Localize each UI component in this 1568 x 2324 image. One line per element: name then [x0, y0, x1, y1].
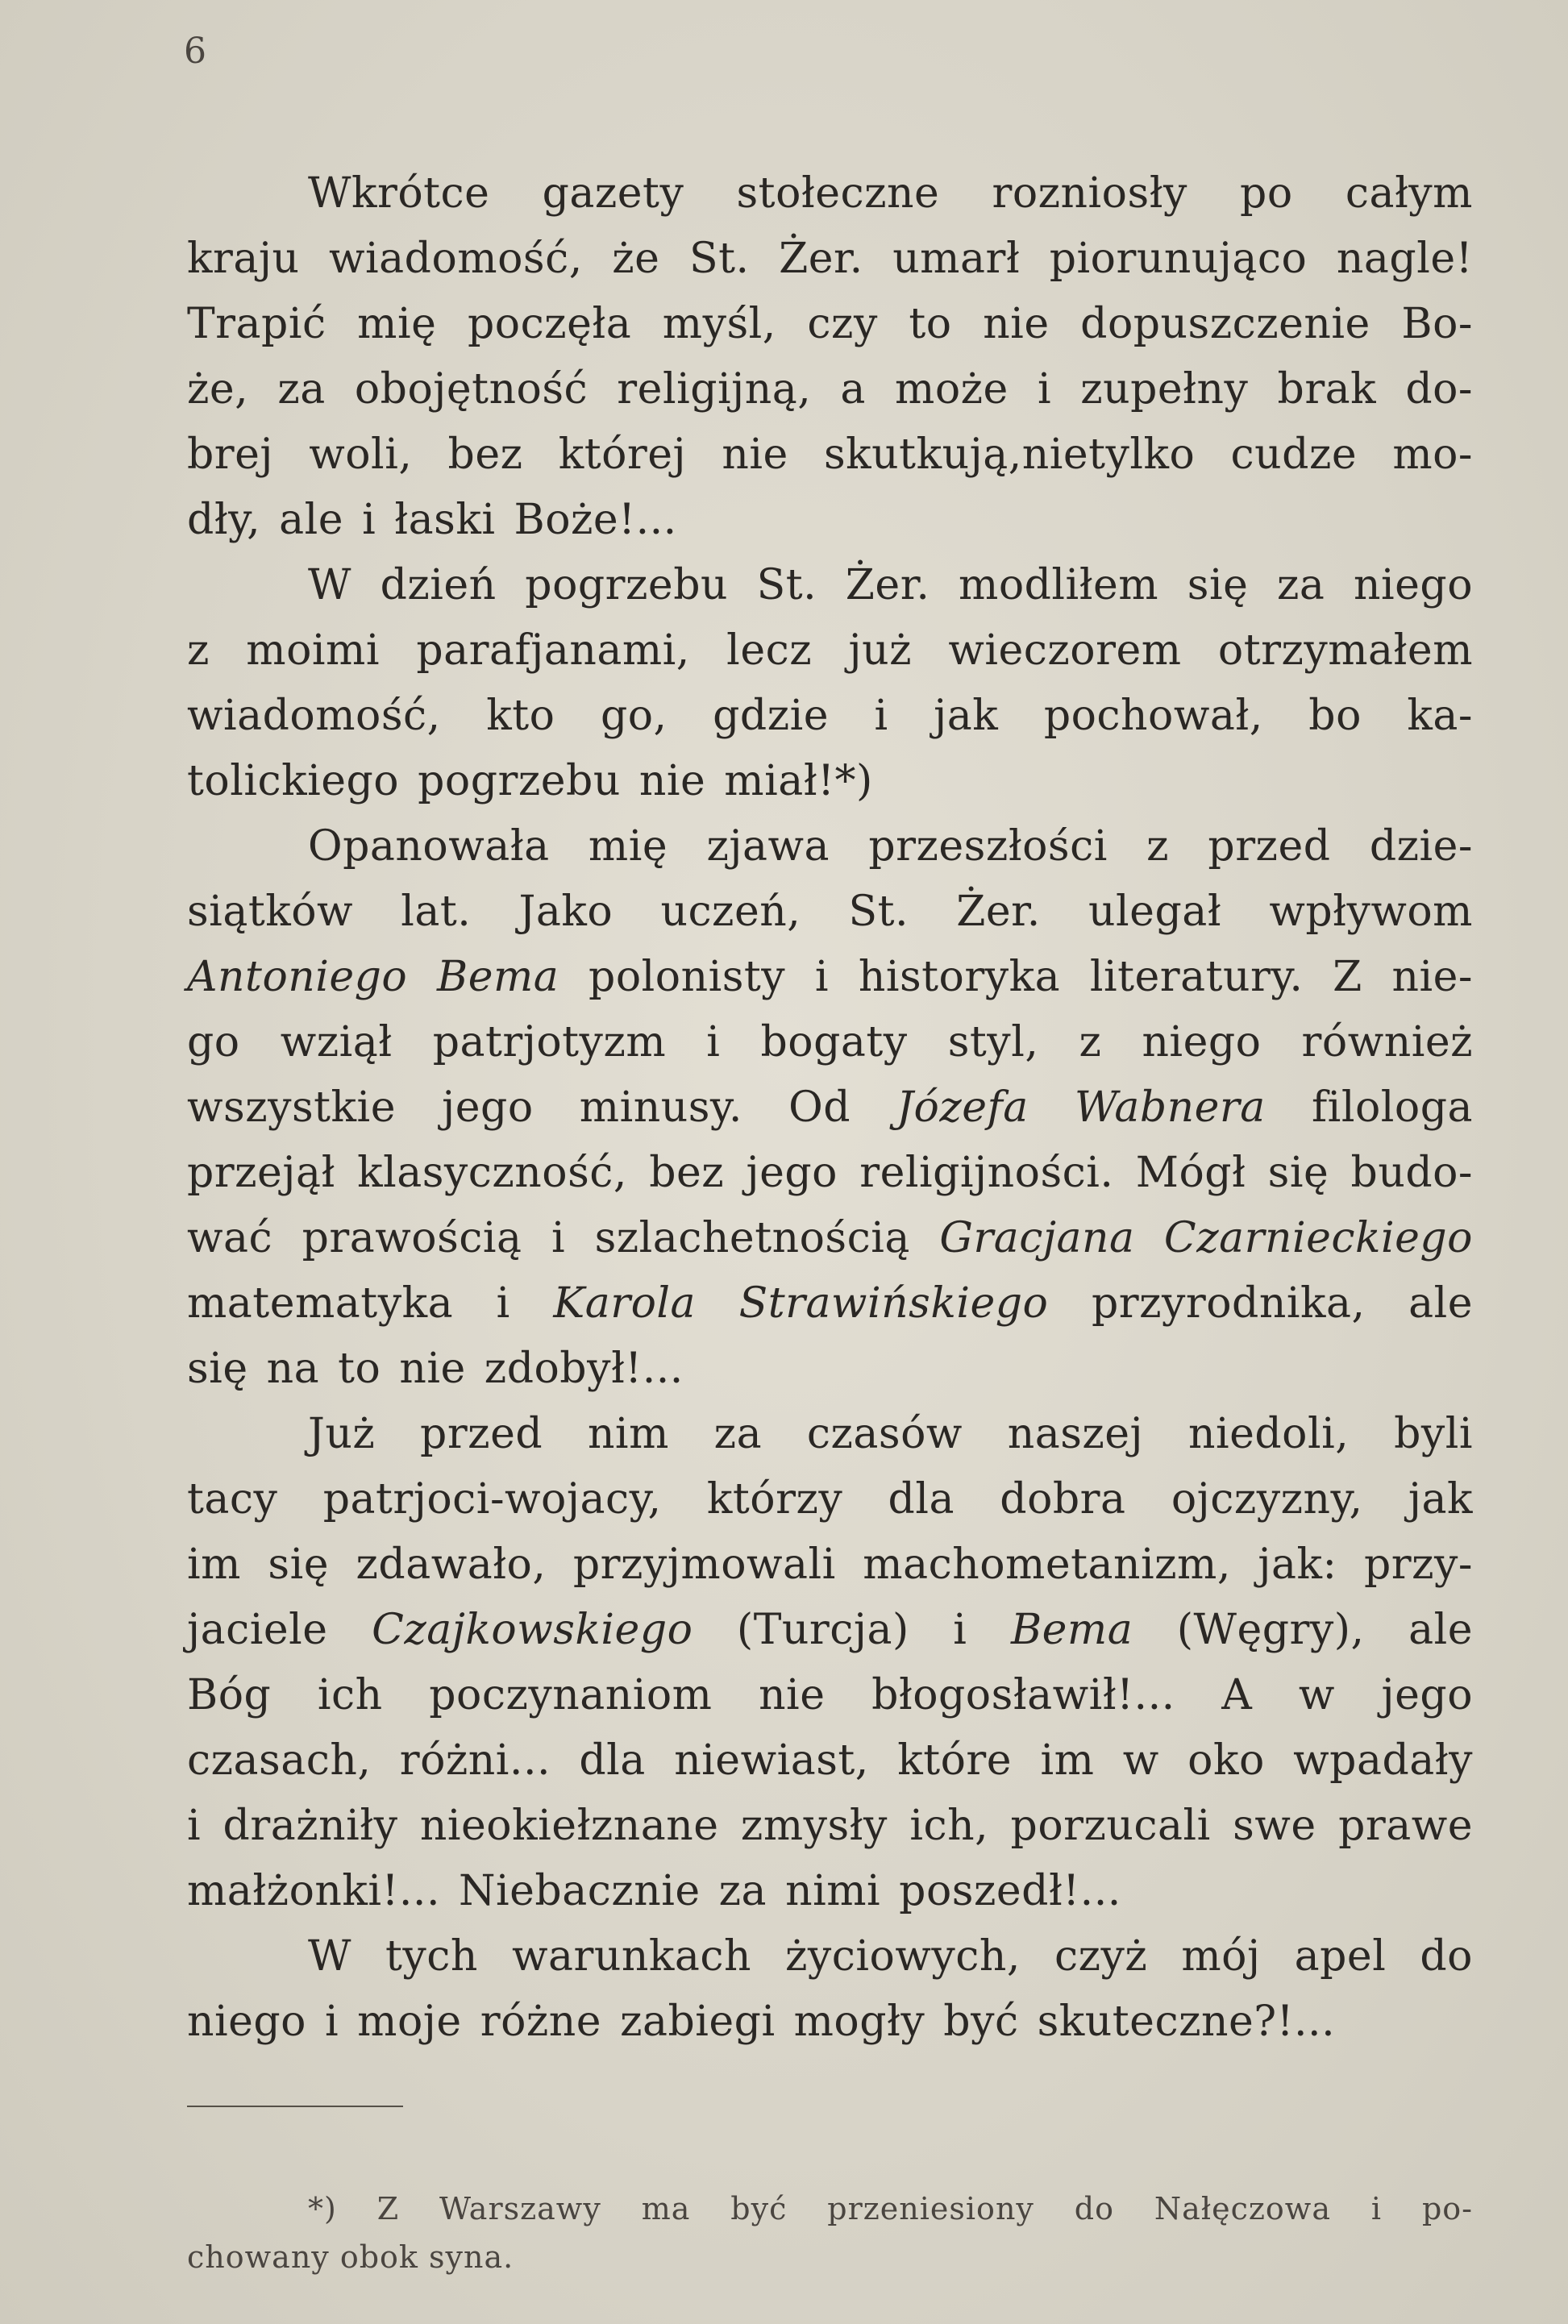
text-line: że, za obojętność religijną, a może i zupełny brak do- [187, 365, 1473, 414]
text-line: i drażniły nieokiełznane zmysły ich, porzucali swe prawe [187, 1802, 1473, 1850]
text-line: go wziął patrjotyzm i bogaty styl, z niego również [187, 1018, 1473, 1066]
text-line: Już przed nim za czasów naszej niedoli, byli [308, 1410, 1473, 1458]
text-line: małżonki!... Niebacznie za nimi poszedł!... [187, 1867, 1121, 1915]
text-line: Bóg ich poczynaniom nie błogosławił!... A w jego [187, 1671, 1473, 1719]
text-line: W tych warunkach życiowych, czyż mój apel do [308, 1932, 1473, 1981]
italic-name: Józefa Wabnera [896, 1083, 1266, 1132]
text-line: dły, ale i łaski Boże!... [187, 496, 677, 544]
footnote-divider [187, 2106, 403, 2107]
text-line: W dzień pogrzebu St. Żer. modliłem się za niego [308, 561, 1473, 609]
italic-name: Antoniego Bema [187, 953, 559, 1001]
text-fragment: (Węgry), ale [1133, 1606, 1474, 1654]
text-line: Trapić mię poczęła myśl, czy to nie dopuszczenie Bo- [187, 300, 1473, 348]
text-line [187, 945, 1473, 1010]
text-fragment: polonisty i historyka literatury. Z nie- [559, 953, 1473, 1001]
text-fragment: wać prawością i szlachetnością [187, 1214, 940, 1262]
text-fragment: filologa [1265, 1083, 1473, 1132]
text-line: Opanowała mię zjawa przeszłości z przed dzie- [308, 822, 1473, 871]
text-line: się na to nie zdobył!... [187, 1345, 684, 1393]
page-number: 6 [184, 31, 206, 72]
text-line [187, 1598, 1473, 1663]
text-line: Wkrótce gazety stołeczne rozniosły po całym [308, 169, 1473, 218]
text-line: przejął klasyczność, bez jego religijności. Mógł się budo- [187, 1149, 1473, 1197]
text-line: siątków lat. Jako uczeń, St. Żer. ulegał wpływom [187, 888, 1473, 936]
text-line [187, 1271, 1473, 1337]
text-line [187, 1206, 1473, 1271]
body-text [187, 161, 1473, 2055]
text-line: czasach, różni... dla niewiast, które im w oko wpadały [187, 1736, 1473, 1785]
footnote-line: chowany obok syna. [187, 2239, 514, 2275]
text-fragment: jaciele [187, 1606, 372, 1654]
footnote-line: *) Z Warszawy ma być przeniesiony do Nałęczowa i po- [308, 2191, 1473, 2226]
italic-name: Karola Strawińskiego [553, 1279, 1049, 1328]
italic-name: Bema [1010, 1606, 1133, 1654]
text-line: tolickiego pogrzebu nie miał!*) [187, 757, 873, 805]
text-fragment: wszystkie jego minusy. Od [187, 1083, 897, 1132]
text-line: niego i moje różne zabiegi mogły być skuteczne?!... [187, 1998, 1336, 2046]
text-line: kraju wiadomość, że St. Żer. umarł piorunująco nagle! [187, 235, 1473, 283]
text-line: z moimi parafjanami, lecz już wieczorem otrzymałem [187, 626, 1473, 675]
text-line [187, 1075, 1473, 1141]
italic-name: Gracjana Czarnieckiego [939, 1214, 1473, 1262]
text-line: wiadomość, kto go, gdzie i jak pochował, bo ka- [187, 692, 1473, 740]
text-fragment: przyrodnika, ale [1048, 1279, 1473, 1328]
footnote [187, 2185, 1473, 2281]
text-line: brej woli, bez której nie skutkują,nietylko cudze mo- [187, 430, 1473, 479]
text-line: tacy patrjoci-wojacy, którzy dla dobra ojczyzny, jak [187, 1475, 1473, 1524]
text-line: im się zdawało, przyjmowali machometanizm, jak: przy- [187, 1540, 1473, 1589]
text-fragment: (Turcja) i [692, 1606, 1011, 1654]
italic-name: Czajkowskiego [372, 1606, 693, 1654]
text-fragment: matematyka i [187, 1279, 554, 1328]
